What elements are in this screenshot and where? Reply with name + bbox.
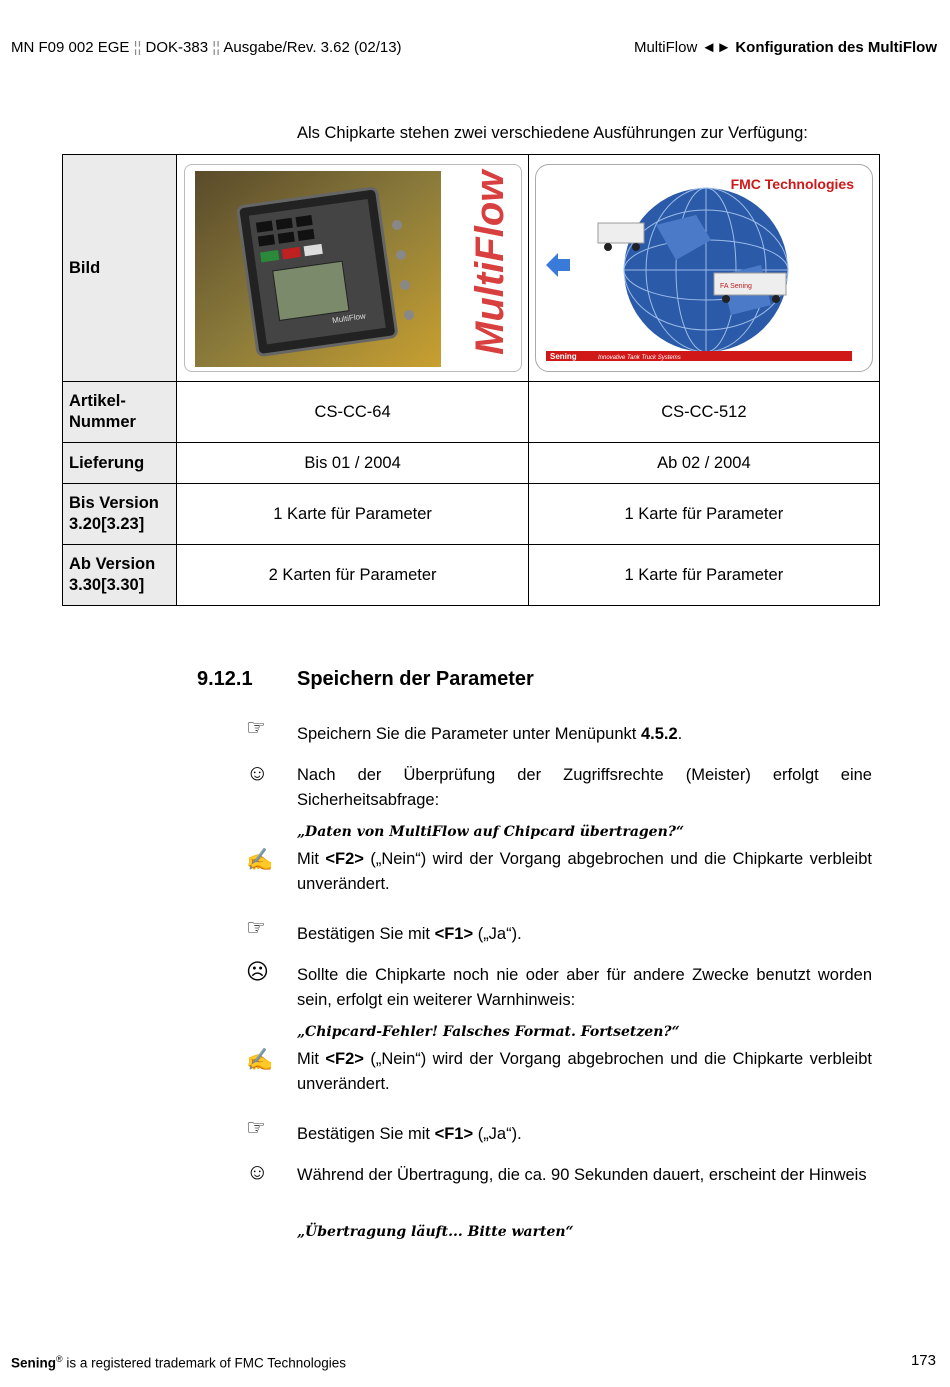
header-arrows-icon: ◄► bbox=[701, 39, 732, 56]
step-text: Mit <F2> („Nein“) wird der Vorgang abgebrochen und die Chipkarte verbleibt unverändert. bbox=[297, 850, 872, 893]
step-text: Bestätigen Sie mit <F1> („Ja“). bbox=[297, 925, 522, 943]
smiley-icon: ☺ bbox=[246, 760, 269, 785]
frown-icon: ☹ bbox=[246, 959, 269, 984]
table-cell: Bis 01 / 2004 bbox=[177, 443, 528, 484]
pointing-hand-icon: ☞ bbox=[246, 1115, 266, 1140]
step-text: Speichern Sie die Parameter unter Menüpunkt 4.5.2. bbox=[297, 725, 683, 743]
section-title: Speichern der Parameter bbox=[297, 668, 534, 690]
table-cell: 1 Karte für Parameter bbox=[528, 545, 879, 606]
footer-trademark bbox=[11, 1354, 346, 1371]
table-cell: 1 Karte für Parameter bbox=[528, 484, 879, 545]
card-image-cell bbox=[528, 155, 879, 382]
fmc-card-image bbox=[535, 164, 873, 372]
row-label: Bild bbox=[63, 155, 177, 382]
row-label: Lieferung bbox=[63, 443, 177, 484]
section-number: 9.12.1 bbox=[197, 668, 253, 690]
pointing-hand-icon: ☞ bbox=[246, 715, 266, 740]
writing-hand-icon: ✍ bbox=[246, 847, 274, 872]
table-row bbox=[63, 155, 880, 382]
card2-footer-brand: Sening bbox=[549, 352, 577, 361]
header-product: MultiFlow bbox=[633, 39, 698, 56]
display-message: „Chipcard-Fehler! Falsches Format. Fortsetzen?“ bbox=[297, 1024, 680, 1040]
table-cell: CS-CC-512 bbox=[528, 382, 879, 443]
writing-hand-icon: ✍ bbox=[246, 1047, 274, 1072]
card1-brand: MultiFlow bbox=[467, 170, 512, 355]
doc-revision: Ausgabe/Rev. 3.62 (02/13) bbox=[223, 39, 402, 56]
doc-id: MN F09 002 EGE bbox=[11, 39, 130, 56]
display-message: „Daten von MultiFlow auf Chipcard übertragen?“ bbox=[297, 824, 685, 840]
row-label: Bis Version 3.20[3.23] bbox=[63, 484, 177, 545]
table-row bbox=[63, 545, 880, 606]
doc-ref: DOK-383 bbox=[145, 39, 209, 56]
card-image-cell bbox=[177, 155, 528, 382]
card2-logo: FMC Technologies bbox=[730, 176, 854, 192]
table-cell: 2 Karten für Parameter bbox=[177, 545, 528, 606]
intro-text: Als Chipkarte stehen zwei verschiedene Ausführungen zur Verfügung: bbox=[297, 124, 808, 142]
table-cell: 1 Karte für Parameter bbox=[177, 484, 528, 545]
truck-label: FA Sening bbox=[719, 283, 752, 290]
step-text: Nach der Überprüfung der Zugriffsrechte (Meister) erfolgt eine Sicherheitsabfrage: bbox=[297, 766, 872, 809]
table-cell: Ab 02 / 2004 bbox=[528, 443, 879, 484]
footer-trademark-text: is a registered trademark of FMC Technologies bbox=[62, 1355, 347, 1371]
display-message: „Übertragung läuft... Bitte warten“ bbox=[297, 1224, 574, 1240]
device-name: MultiFlow bbox=[331, 311, 366, 326]
smiley-icon: ☺ bbox=[246, 1159, 269, 1184]
header-section-info bbox=[634, 39, 937, 56]
footer-brand: Sening bbox=[11, 1355, 57, 1371]
row-label: Ab Version 3.30[3.30] bbox=[63, 545, 177, 606]
step-text: Während der Übertragung, die ca. 90 Sekunden dauert, erscheint der Hinweis bbox=[297, 1166, 867, 1184]
table-row bbox=[63, 484, 880, 545]
step-text: Mit <F2> („Nein“) wird der Vorgang abgebrochen und die Chipkarte verbleibt unverändert. bbox=[297, 1050, 872, 1093]
step-text: Sollte die Chipkarte noch nie oder aber für andere Zwecke benutzt worden sein, erfolgt ein weiterer Warnhinweis: bbox=[297, 966, 872, 1009]
chipcard-table bbox=[62, 154, 880, 606]
table-row bbox=[63, 443, 880, 484]
page-number: 173 bbox=[910, 1352, 936, 1369]
step-text: Bestätigen Sie mit <F1> („Ja“). bbox=[297, 1125, 522, 1143]
multiflow-card-image bbox=[184, 164, 522, 372]
card2-footer-tagline: Innovative Tank Truck Systems bbox=[597, 355, 681, 361]
row-label: Artikel-Nummer bbox=[63, 382, 177, 443]
table-row bbox=[63, 382, 880, 443]
footer-reg: ® bbox=[56, 1354, 63, 1364]
header-section: Konfiguration des MultiFlow bbox=[735, 39, 937, 56]
pointing-hand-icon: ☞ bbox=[246, 915, 266, 940]
header-doc-info: MN F09 002 EGE ¦¦ DOK-383 ¦¦ Ausgabe/Rev. 3.62 (02/13) bbox=[11, 39, 402, 56]
table-cell: CS-CC-64 bbox=[177, 382, 528, 443]
